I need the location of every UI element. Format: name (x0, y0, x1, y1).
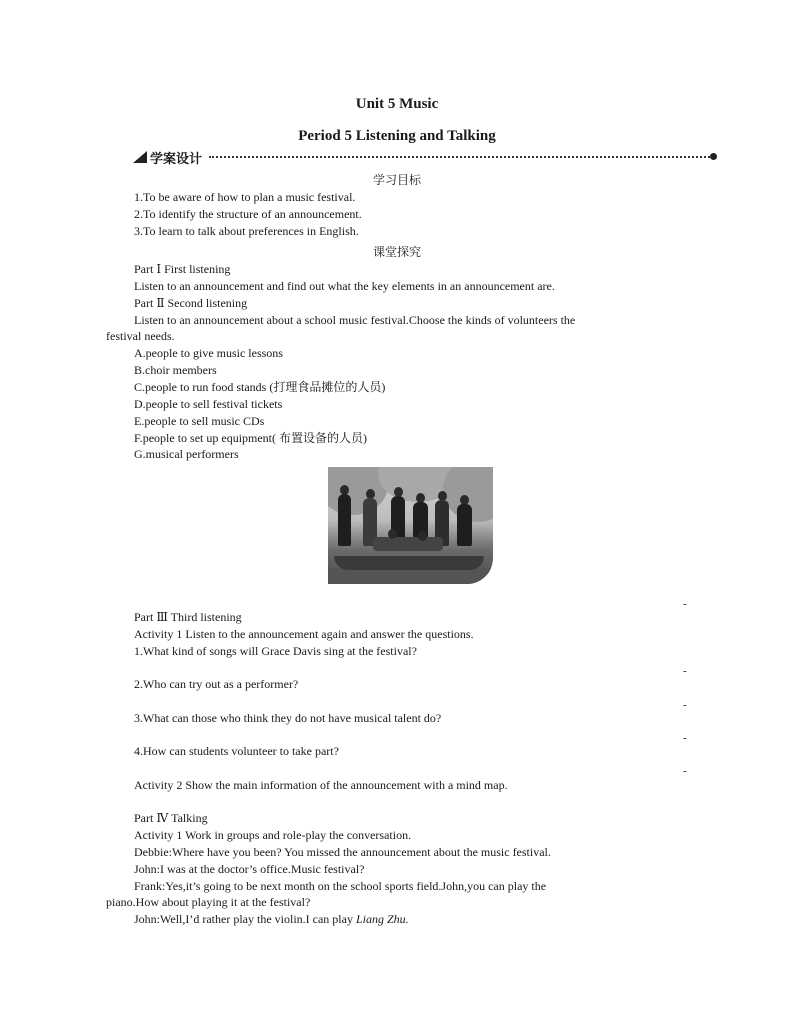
dialogue-line (134, 911, 409, 927)
dialogue-line: John:I was at the doctor’s office.Music festival? (134, 862, 365, 876)
blank-dash: - (683, 765, 687, 777)
blank-dash: - (683, 699, 687, 711)
period-title: Period 5 Listening and Talking (298, 128, 496, 144)
section-banner (133, 150, 718, 167)
dialogue-line: Frank:Yes,it’s going to be next month on the school sports field.John,you can play the (134, 879, 547, 893)
blank-dash: - (683, 665, 687, 677)
dialogue-line: Debbie:Where have you been? You missed the announcement about the music festival. (134, 845, 551, 859)
option-item: B.choir members (134, 363, 217, 377)
part2-heading: Part Ⅱ Second listening (134, 296, 248, 310)
option-item: E.people to sell music CDs (134, 414, 265, 428)
part1-task: Listen to an announcement and find out what the key elements in an announcement are. (134, 279, 555, 293)
question-item: 2.Who can try out as a performer? (134, 677, 299, 691)
option-item: F.people to set up equipment( 布置设备的人员) (134, 431, 368, 445)
question-item: 3.What can those who think they do not have musical talent do? (134, 711, 442, 725)
part1-heading: Part Ⅰ First listening (134, 262, 231, 276)
part2-task-cont: festival needs. (106, 329, 175, 343)
unit-title: Unit 5 Music (355, 96, 439, 112)
option-item: D.people to sell festival tickets (134, 397, 283, 411)
triangle-icon (133, 151, 147, 163)
goal-item: 1.To be aware of how to plan a music festival. (134, 190, 356, 204)
goals-title: 学习目标 (372, 173, 421, 187)
option-item: C.people to run food stands (打理食品摊位的人员) (134, 380, 386, 394)
part4-heading: Part Ⅳ Talking (134, 811, 208, 825)
blank-dash: - (683, 732, 687, 744)
dotted-divider (209, 156, 713, 158)
question-item: 1.What kind of songs will Grace Davis sing at the festival? (134, 644, 417, 658)
band-photo (328, 467, 493, 584)
goal-item: 2.To identify the structure of an announcement. (134, 207, 362, 221)
song-title: Liang Zhu. (355, 912, 409, 926)
dialogue-line: piano.How about playing it at the festival? (106, 895, 311, 909)
part3-activity1: Activity 1 Listen to the announcement again and answer the questions. (134, 627, 474, 641)
part2-task: Listen to an announcement about a school music festival.Choose the kinds of volunteers the (134, 313, 576, 327)
goal-item: 3.To learn to talk about preferences in English. (134, 224, 359, 238)
part3-activity2: Activity 2 Show the main information of the announcement with a mind map. (134, 778, 508, 792)
part4-activity1: Activity 1 Work in groups and role-play the conversation. (134, 828, 412, 842)
part3-heading: Part Ⅲ Third listening (134, 610, 242, 624)
question-item: 4.How can students volunteer to take part? (134, 744, 339, 758)
option-item: G.musical performers (134, 447, 239, 461)
explore-title: 课堂探究 (372, 245, 421, 259)
blank-dash: - (683, 598, 687, 610)
dot-icon (709, 152, 718, 161)
option-item: A.people to give music lessons (134, 346, 283, 360)
banner-title: 学案设计 (150, 152, 203, 167)
dialogue-text: John:Well,I’d rather play the violin.I can play (134, 912, 356, 926)
